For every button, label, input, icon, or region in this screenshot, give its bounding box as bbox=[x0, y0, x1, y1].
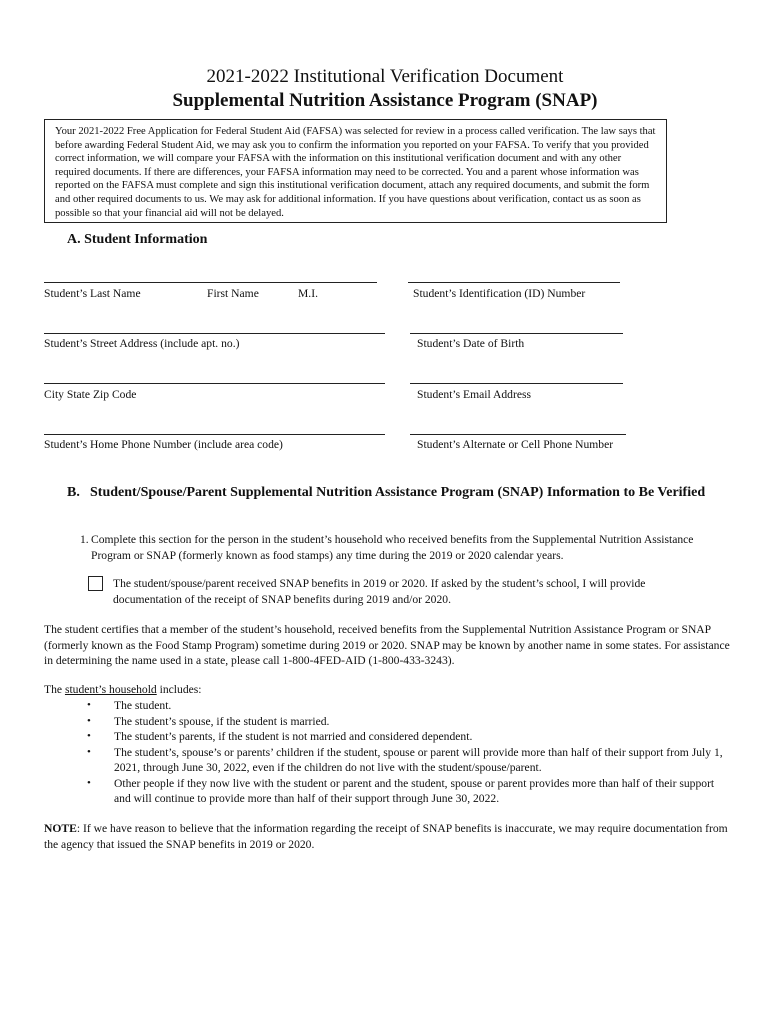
last-name-label: Student’s Last Name bbox=[44, 287, 141, 300]
step-1-text: Complete this section for the person in the student’s household who received benefits from the Supplemental Nutrition Assistance Program or SNAP (formerly known as food stamps) any time during the 2019 or 2020 calendar years. bbox=[91, 533, 694, 562]
first-name-label: First Name bbox=[207, 287, 259, 300]
list-item-text: The student’s spouse, if the student is married. bbox=[114, 714, 330, 728]
middle-initial-label: M.I. bbox=[298, 287, 318, 300]
intro-notice-text: Your 2021-2022 Free Application for Federal Student Aid (FAFSA) was selected for review in a process called verification. The law says that before awarding Federal Student Aid, we may ask you to confirm the information you reported on your FAFSA. To verify that you provided correct information, we will compare your FAFSA with the information on this institutional verification document and with any other required documents. If there are differences, your FAFSA information may need to be corrected. You and a parent whose information was reported on the FAFSA must complete and sign this institutional verification document, attach any required documents, and submit the form and other required documents to us. We may ask for additional information. If you have questions about verification, contact us as soon as possible so that your financial aid will not be delayed. bbox=[55, 126, 656, 219]
bullet-icon: • bbox=[87, 776, 91, 789]
step-1-number: 1. bbox=[80, 533, 89, 546]
note-text: : If we have reason to believe that the information regarding the receipt of SNAP benefits is inaccurate, we may require documentation from the agency that issued the SNAP benefits in 2019 or 2020. bbox=[44, 822, 728, 851]
city-state-zip-input-line[interactable] bbox=[44, 383, 385, 384]
city-state-zip-label: City State Zip Code bbox=[44, 388, 137, 401]
dob-label: Student’s Date of Birth bbox=[417, 337, 525, 350]
alt-phone-input-line[interactable] bbox=[410, 434, 626, 435]
list-item bbox=[87, 776, 727, 807]
street-address-input-line[interactable] bbox=[44, 333, 385, 334]
dob-input-line[interactable] bbox=[410, 333, 623, 334]
document-title: 2021-2022 Institutional Verification Document bbox=[206, 66, 564, 87]
household-intro bbox=[44, 682, 202, 698]
document-subtitle: Supplemental Nutrition Assistance Program (SNAP) bbox=[172, 90, 598, 111]
list-item bbox=[87, 714, 727, 730]
list-item bbox=[87, 698, 727, 714]
snap-received-checkbox-label: The student/spouse/parent received SNAP benefits in 2019 or 2020. If asked by the student’s school, I will provide documentation of the receipt of SNAP benefits during 2019 and/or 2020. bbox=[113, 577, 646, 606]
list-item-text: Other people if they now live with the student or parent and the student, spouse or parent provides more than half of their support and will continue to provide more than half of their support through June 30, 2022. bbox=[114, 776, 715, 805]
street-address-label: Student’s Street Address (include apt. no.) bbox=[44, 337, 240, 350]
list-item-text: The student’s, spouse’s or parents’ children if the student, spouse or parent will provide more than half of their support from July 1, 2021, through June 30, 2022, even if the children do not live with the student/spouse/parent. bbox=[114, 745, 723, 774]
section-b-letter: B. bbox=[67, 485, 80, 500]
household-members-list bbox=[87, 698, 727, 807]
snap-received-checkbox[interactable] bbox=[88, 576, 103, 591]
list-item bbox=[87, 745, 727, 776]
home-phone-input-line[interactable] bbox=[44, 434, 385, 435]
household-term: student’s household bbox=[64, 683, 157, 696]
step-1-instruction bbox=[80, 532, 700, 563]
list-item-text: The student’s parents, if the student is not married and considered dependent. bbox=[114, 730, 473, 743]
bullet-icon: • bbox=[87, 745, 91, 758]
section-a-heading: A. Student Information bbox=[67, 232, 208, 247]
note-paragraph bbox=[44, 821, 734, 852]
bullet-icon: • bbox=[87, 699, 91, 711]
intro-notice-box bbox=[44, 119, 667, 223]
email-input-line[interactable] bbox=[410, 383, 623, 384]
household-suffix: includes: bbox=[156, 683, 202, 696]
bullet-icon: • bbox=[87, 714, 91, 727]
home-phone-label: Student’s Home Phone Number (include area code) bbox=[44, 438, 283, 451]
certification-paragraph: The student certifies that a member of the student’s household, received benefits from the Supplemental Nutrition Assistance Program or SNAP (formerly known as the Food Stamp Program) sometime during 2019 or 2020. SNAP may be known by another name in some states. For assistance in determining the name used in a state, please call 1-800-4FED-AID (1-800-433-3243). bbox=[44, 623, 730, 667]
alt-phone-label: Student’s Alternate or Cell Phone Number bbox=[417, 438, 614, 451]
email-label: Student’s Email Address bbox=[417, 388, 532, 401]
note-label: NOTE bbox=[44, 822, 77, 835]
name-input-line[interactable] bbox=[44, 282, 377, 283]
list-item-text: The student. bbox=[114, 699, 172, 712]
section-b-heading bbox=[67, 484, 717, 501]
student-id-input-line[interactable] bbox=[408, 282, 620, 283]
student-id-label: Student’s Identification (ID) Number bbox=[413, 287, 586, 300]
bullet-icon: • bbox=[87, 730, 91, 742]
household-prefix: The bbox=[44, 683, 65, 696]
section-b-title: Student/Spouse/Parent Supplemental Nutrition Assistance Program (SNAP) Information to Be Verified bbox=[90, 485, 706, 500]
list-item bbox=[87, 729, 727, 745]
